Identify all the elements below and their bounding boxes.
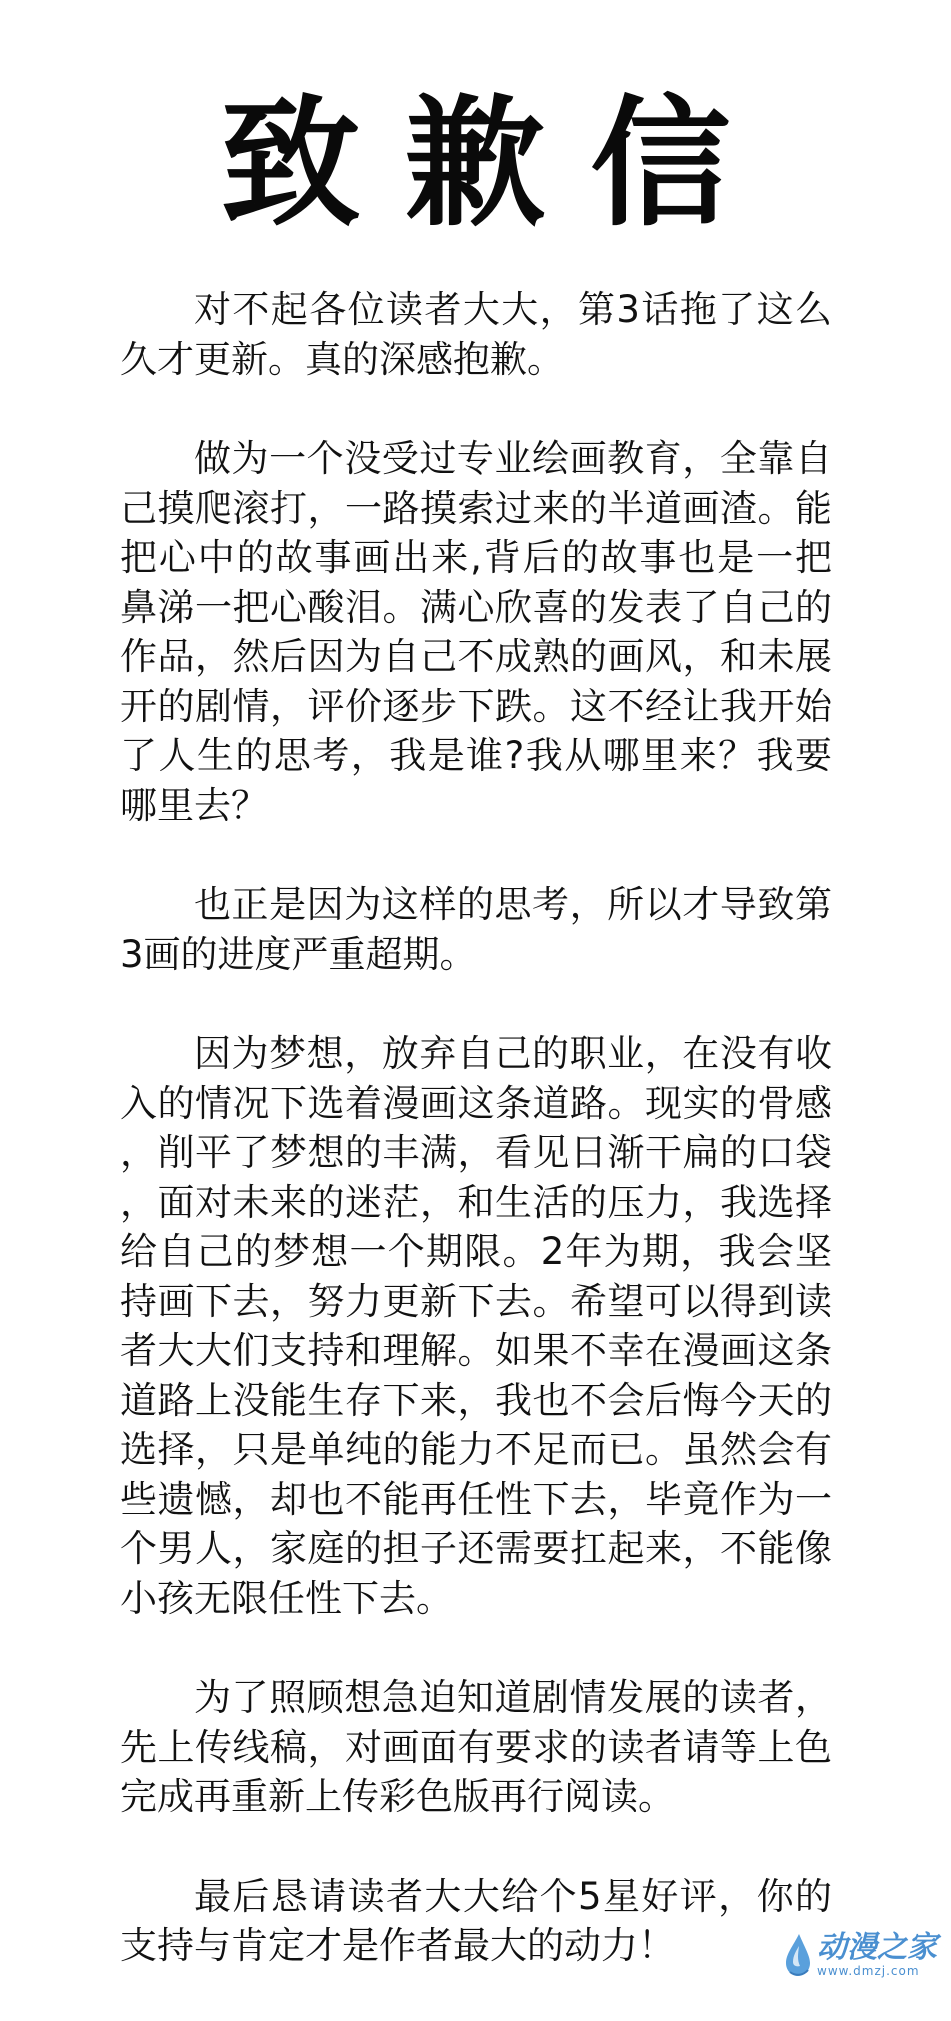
paragraph-4: 因为梦想，放弃自己的职业，在没有收入的情况下选着漫画这条道路。现实的骨感，削平了梦想的丰满，看见日渐干扁的口袋，面对未来的迷茫，和生活的压力，我选择给自己的梦想一个期限。2年为期，我会坚持画下去，努力更新下去。希望可以得到读者大大们支持和理解。如果不幸在漫画这条道路上没能生存下来，我也不会后悔今天的选择，只是单纯的能力不足而已。虽然会有些遗憾，却也不能再任性下去，毕竟作为一个男人，家庭的担子还需要扛起来，不能像小孩无限任性下去。 — [120, 1032, 832, 1620]
droplet-logo-icon — [783, 1932, 813, 1978]
letter-body — [120, 285, 832, 2021]
paragraph-3: 也正是因为这样的思考，所以才导致第3画的进度严重超期。 — [120, 883, 832, 976]
paragraph-6: 最后恳请读者大大给个5星好评，你的支持与肯定才是作者最大的动力！ — [120, 1874, 832, 1967]
watermark-name: 动漫之家 — [817, 1930, 937, 1965]
watermark-url: www.dmzj.com — [817, 1964, 920, 1978]
paragraph-5: 为了照顾想急迫知道剧情发展的读者，先上传线稿，对画面有要求的读者请等上色完成再重新上传彩色版再行阅读。 — [120, 1676, 832, 1818]
page-title: 致歉信 — [220, 83, 776, 246]
paragraph-2: 做为一个没受过专业绘画教育，全靠自己摸爬滚打，一路摸索过来的半道画渣。能把心中的故事画出来,背后的故事也是一把鼻涕一把心酸泪。满心欣喜的发表了自己的作品，然后因为自己不成熟的画风，和未展开的剧情，评价逐步下跌。这不经让我开始了人生的思考，我是谁?我从哪里来？我要哪里去？ — [120, 437, 832, 827]
paragraph-1: 对不起各位读者大大，第3话拖了这么久才更新。真的深感抱歉。 — [120, 288, 832, 381]
site-watermark — [783, 1932, 937, 1978]
